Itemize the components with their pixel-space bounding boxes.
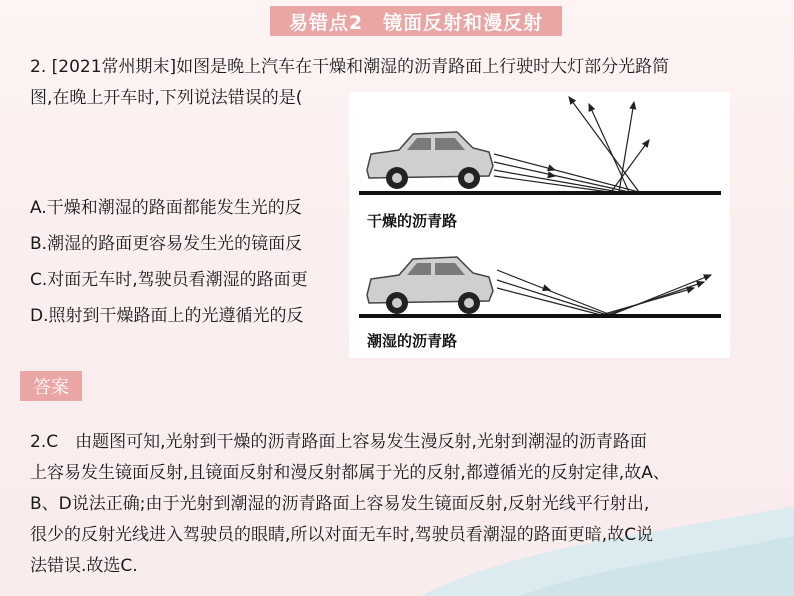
question-line-2: 图,在晚上开车时,下列说法错误的是( bbox=[30, 88, 303, 108]
answer-line-5: 法错误.故选C. bbox=[30, 556, 138, 576]
car-icon-wet bbox=[367, 257, 493, 314]
wet-road-rays bbox=[497, 270, 711, 315]
option-c[interactable]: C.对面无车时,驾驶员看潮湿的路面更 bbox=[30, 270, 308, 290]
answer-line-3: B、D说法正确;由于光射到潮湿的沥青路面上容易发生镜面反射,反射光线平行射出, bbox=[30, 494, 650, 514]
answer-line-2: 上容易发生镜面反射,且镜面反射和漫反射都属于光的反射,都遵循光的反射定律,故A、 bbox=[30, 463, 670, 483]
answer-text bbox=[30, 427, 766, 582]
answer-line-1: 2.C 由题图可知,光射到干燥的沥青路面上容易发生漫反射,光射到潮湿的沥青路面 bbox=[30, 432, 647, 452]
answer-tag: 答案 bbox=[20, 371, 82, 401]
light-path-figure bbox=[349, 92, 730, 358]
option-a[interactable]: A.干燥和潮湿的路面都能发生光的反 bbox=[30, 198, 302, 218]
option-b[interactable]: B.潮湿的路面更容易发生光的镜面反 bbox=[30, 234, 303, 254]
car-icon-dry bbox=[367, 132, 493, 189]
option-d[interactable]: D.照射到干燥路面上的光遵循光的反 bbox=[30, 306, 304, 326]
answer-line-4: 很少的反射光线进入驾驶员的眼睛,所以对面无车时,驾驶员看潮湿的路面更暗,故C说 bbox=[30, 525, 654, 545]
dry-road-rays bbox=[494, 97, 649, 192]
dry-road-label: 干燥的沥青路 bbox=[367, 212, 458, 230]
section-title-banner: 易错点2 镜面反射和漫反射 bbox=[270, 6, 562, 36]
question-line-1: 2. [2021常州期末]如图是晚上汽车在干燥和潮湿的沥青路面上行驶时大灯部分光路简 bbox=[30, 57, 670, 77]
wet-road-label: 潮湿的沥青路 bbox=[367, 332, 458, 350]
